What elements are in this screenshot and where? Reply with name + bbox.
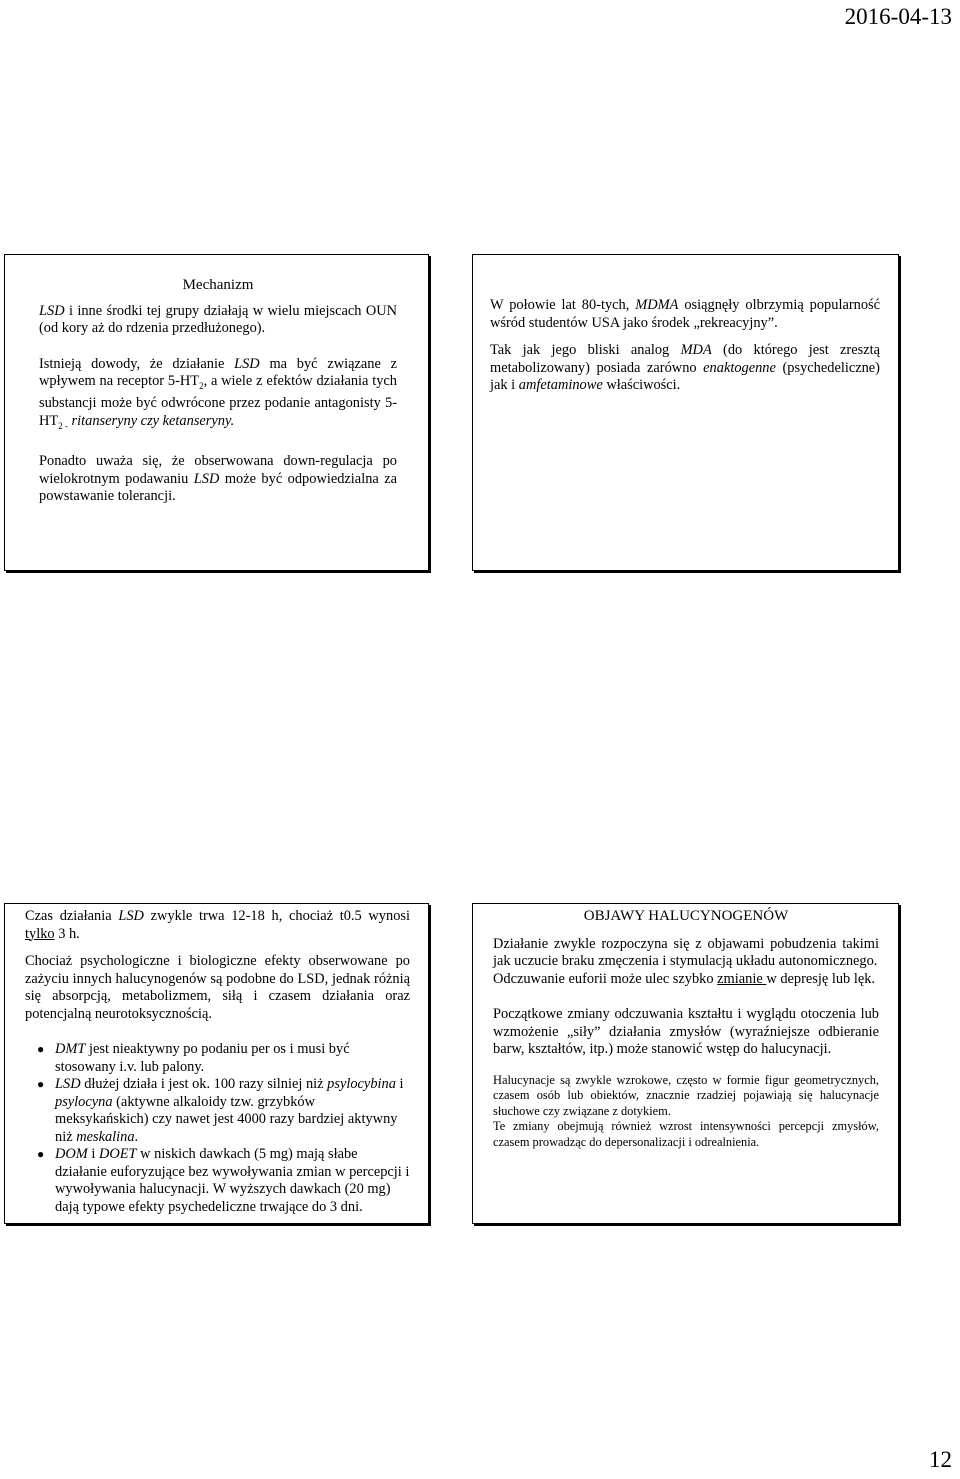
paragraph-text: Tak jak jego bliski analog — [490, 342, 681, 358]
drug-name: DMT — [55, 1041, 86, 1057]
paragraph — [25, 908, 410, 943]
list-item — [25, 1041, 410, 1076]
list-item-text: . — [134, 1128, 139, 1145]
paragraph — [39, 303, 397, 338]
paragraph-text: Odczuwanie euforii może ulec szybko — [493, 970, 718, 987]
drug-name: psylocybina — [327, 1076, 396, 1092]
list-item-text: (aktywne alkaloidy tzw. grzybków meksykańskich) czy nawet jest 4000 razy bardziej aktywny niż — [55, 1093, 398, 1145]
slide-body — [490, 297, 880, 395]
paragraph-text: może być odpowiedzialna za powstawanie tolerancji. — [39, 470, 397, 505]
drug-names: ritanseryny czy ketanseryny. — [67, 412, 235, 429]
slide-mechanizm — [4, 254, 429, 571]
drug-name: DOET — [98, 1146, 137, 1162]
paragraph-text: w depresję lub lęk. — [766, 970, 876, 987]
subscript: 2 — [199, 380, 204, 391]
paragraph-text: (do którego jest zresztą metabolizowany) posiada zarówno — [490, 342, 880, 376]
slide-title: OBJAWY HALUCYNOGENÓW — [583, 908, 789, 924]
paragraph — [490, 342, 880, 395]
paragraph: Chociaż psychologiczne i biologiczne efekty obserwowane po zażyciu innych halucynogenów są podobne do LSD, jednak różnią się absorpcją, metabolizmem, siłą i czasem działania oraz potencjalną neurotoksycznością. — [25, 953, 410, 1022]
slide-objawy — [472, 903, 899, 1224]
paragraph — [490, 297, 880, 332]
drug-name: meskalina — [76, 1128, 135, 1145]
subscript: 2 - — [58, 420, 68, 431]
list-item — [25, 1146, 410, 1216]
drug-name: psylocyna — [55, 1093, 113, 1110]
list-item-text: i — [395, 1076, 404, 1092]
drug-name: LSD — [55, 1076, 81, 1092]
drug-name: MDMA — [635, 297, 679, 313]
list-item-text: jest nieaktywny po podaniu per os i musi być stosowany i.v. lub palony. — [55, 1041, 350, 1075]
drug-name: MDA — [680, 342, 712, 358]
paragraph — [39, 356, 397, 436]
paragraph-text: , a wiele z efektów działania tych substancji może być odwrócone przez podanie antagonisty 5-HT — [39, 373, 397, 429]
paragraph-text: i inne środki tej grupy działają w wielu miejscach OUN (od kory aż do rdzenia przedłużonego). — [39, 302, 397, 336]
paragraph-text: Istnieją dowody, że działanie — [39, 355, 235, 372]
slide-mdma — [472, 254, 899, 571]
drug-name: LSD — [193, 470, 220, 487]
bullet-list — [25, 1041, 410, 1216]
slide-czas-dzialania — [4, 903, 429, 1224]
drug-name: DOM — [55, 1146, 88, 1162]
list-item-text: dłużej działa i jest ok. 100 razy silniej niż — [80, 1076, 328, 1092]
paragraph-small: Te zmiany obejmują również wzrost intensywności percepcji zmysłów, czasem prowadząc do depersonalizacji i odrealnienia. — [493, 1119, 879, 1149]
paragraph — [493, 971, 879, 989]
term: amfetaminowe — [518, 377, 603, 393]
paragraph-text: W połowie lat 80-tych, — [490, 297, 636, 313]
slide-body — [39, 277, 397, 506]
paragraph: Działanie zwykle rozpoczyna się z objawami pobudzenia takimi jak uczucie braku zmęczenia i stymulacją układu autonomicznego. — [493, 935, 879, 969]
list-item-text: w niskich dawkach (5 mg) mają słabe działanie euforyzujące bez wywoływania zmian w percepcji i wywoływania halucynacji. W wyższych dawkach (20 mg) dają typowe efekty psychedeliczne trwające do 3 dni. — [55, 1146, 410, 1215]
drug-name: LSD — [118, 908, 144, 924]
term: enaktogenne — [703, 359, 776, 376]
slide-body — [493, 908, 879, 1150]
bullet-icon: ● — [37, 1042, 45, 1056]
paragraph: Początkowe zmiany odczuwania kształtu i wyglądu otoczenia lub wzmożenie „siły” działania zmysłów (wyraźniejsze odbieranie barw, kształtów, itp.) może stanowić wstęp do halucynacji. — [493, 1006, 879, 1057]
drug-name: LSD — [234, 355, 260, 372]
bullet-icon: ● — [37, 1147, 45, 1161]
list-item — [25, 1076, 410, 1146]
underlined-text: zmianie — [717, 970, 767, 987]
paragraph-text: (psychedeliczne) jak i — [490, 359, 880, 393]
drug-name: LSD — [39, 302, 65, 319]
paragraph-text: ma być związane z wpływem na receptor 5-HT — [39, 355, 397, 389]
paragraph — [39, 453, 397, 506]
slide-title: Mechanizm — [182, 277, 254, 293]
paragraph-text: Ponadto uważa się, że obserwowana down-regulacja po wielokrotnym podawaniu — [39, 453, 397, 487]
slide-body — [25, 908, 410, 1216]
document-date: 2016-04-13 — [844, 4, 952, 29]
page-number: 12 — [929, 1447, 952, 1472]
paragraph-text: właściwości. — [602, 377, 681, 393]
paragraph-text: osiągnęły olbrzymią popularność wśród studentów USA jako środek „rekreacyjny”. — [490, 297, 880, 331]
paragraph-small: Halucynacje są zwykle wzrokowe, często w formie figur geometrycznych, czasem osób lub obiektów, znacznie rzadziej pojawiają się halucynacje słuchowe czy związane z dotykiem. — [493, 1072, 879, 1118]
paragraph-text: zwykle trwa 12-18 h, chociaż t0.5 wynosi — [143, 908, 410, 924]
paragraph-text: 3 h. — [54, 925, 80, 942]
list-item-text: i — [87, 1146, 99, 1162]
paragraph-text: Czas działania — [25, 908, 119, 924]
bullet-icon: ● — [37, 1077, 45, 1091]
underlined-text: tylko — [25, 925, 55, 942]
